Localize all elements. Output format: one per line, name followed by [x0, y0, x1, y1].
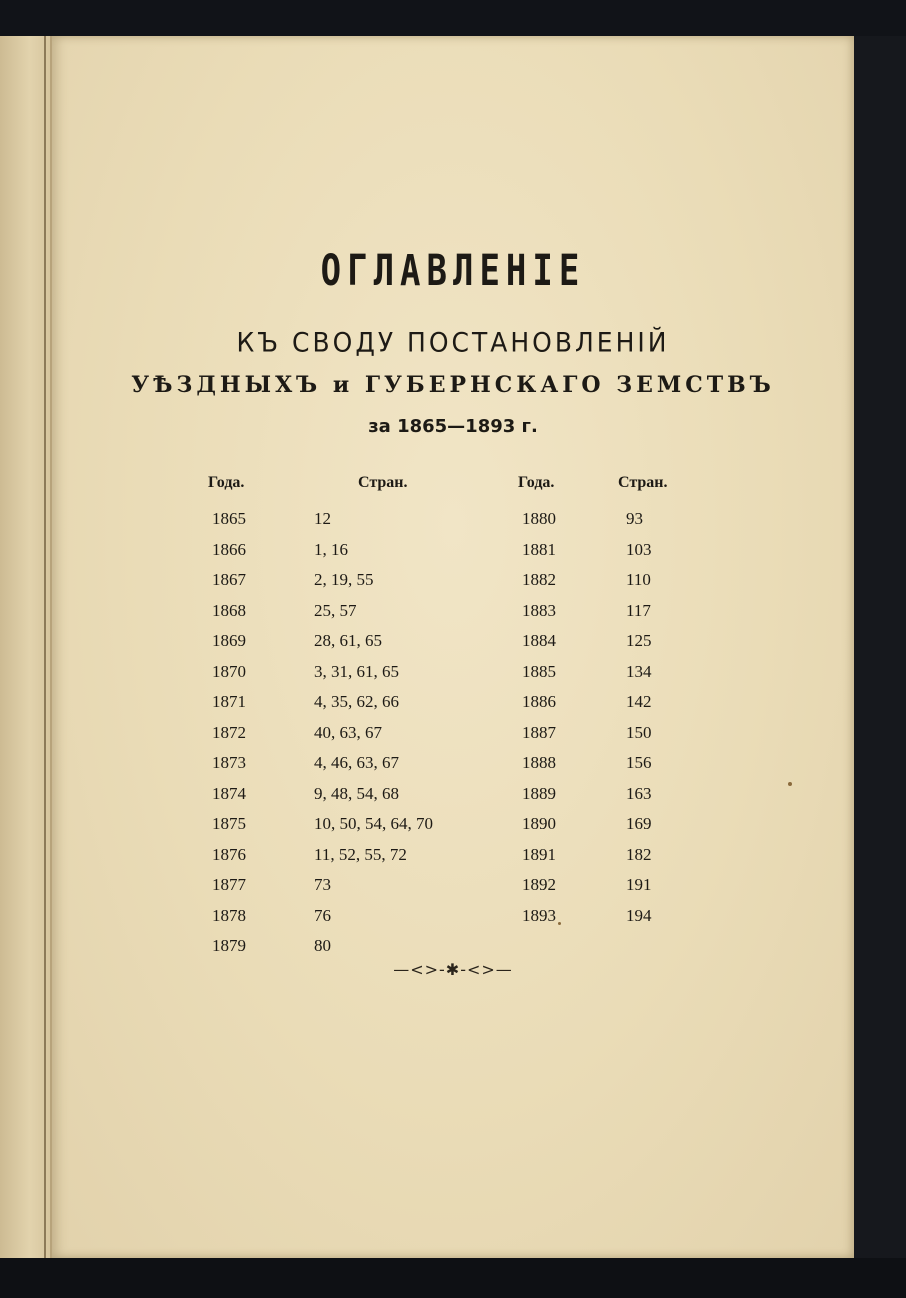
- table-cell: 169: [626, 814, 652, 833]
- table-cell: 10, 50, 54, 64, 70: [314, 814, 433, 833]
- table-cell: 11, 52, 55, 72: [314, 844, 407, 864]
- paper-speck: [558, 922, 561, 925]
- table-cell: 1884: [522, 631, 556, 650]
- table-cell: 1872: [212, 722, 246, 742]
- table-cell: 93: [626, 509, 643, 528]
- table-cell: 1871: [212, 692, 246, 711]
- table-cell: 3, 31, 61, 65: [314, 661, 399, 681]
- table-cell: 1, 16: [314, 539, 348, 559]
- table-cell: 1869: [212, 631, 246, 650]
- scan-background-right: [854, 36, 906, 1258]
- subtitle-line-2: УѢЗДНЫХЪ и ГУБЕРНСКАГО ЗЕМСТВЪ: [131, 372, 775, 398]
- scan-background-bottom: [0, 1258, 906, 1298]
- table-cell: 103: [626, 539, 652, 559]
- right-pages-column: [626, 504, 652, 931]
- left-pages-column: [314, 504, 433, 962]
- table-cell: 142: [626, 692, 652, 711]
- table-cell: 25, 57: [314, 600, 357, 620]
- table-cell: 1870: [212, 661, 246, 681]
- left-years-column: [212, 504, 246, 962]
- table-cell: 1888: [522, 753, 556, 772]
- table-cell: 1878: [212, 905, 246, 925]
- table-cell: 117: [626, 600, 651, 620]
- scan-background-top: [0, 0, 906, 40]
- header-pages-left: Стран.: [358, 474, 408, 491]
- page-title: ОГЛАВЛЕНІЕ: [320, 246, 586, 296]
- table-cell: 1877: [212, 875, 246, 894]
- table-cell: 28, 61, 65: [314, 631, 382, 650]
- table-cell: 76: [314, 905, 331, 925]
- table-cell: 9, 48, 54, 68: [314, 783, 399, 803]
- table-cell: 4, 35, 62, 66: [314, 692, 399, 711]
- paper-speck: [788, 782, 792, 786]
- table-cell: 12: [314, 509, 331, 528]
- table-cell: 191: [626, 875, 652, 894]
- table-cell: 156: [626, 753, 652, 772]
- table-cell: 4, 46, 63, 67: [314, 753, 399, 772]
- table-cell: 1868: [212, 600, 246, 620]
- table-cell: 1881: [522, 539, 556, 559]
- table-cell: 1876: [212, 844, 246, 864]
- table-cell: 1880: [522, 509, 556, 528]
- table-cell: 1885: [522, 661, 556, 681]
- document-page: [52, 36, 854, 1258]
- table-cell: 1865: [212, 509, 246, 528]
- table-cell: 182: [626, 844, 652, 864]
- table-cell: 2, 19, 55: [314, 570, 374, 589]
- table-cell: 73: [314, 875, 331, 894]
- table-cell: 1874: [212, 783, 246, 803]
- table-cell: 1889: [522, 783, 556, 803]
- subtitle-line-1: КЪ СВОДУ ПОСТАНОВЛЕНІЙ: [236, 326, 670, 359]
- table-cell: 1866: [212, 539, 246, 559]
- table-cell: 150: [626, 722, 652, 742]
- header-year-right: Года.: [518, 474, 555, 491]
- table-cell: 1883: [522, 600, 556, 620]
- table-cell: 110: [626, 570, 651, 589]
- header-pages-right: Стран.: [618, 474, 668, 491]
- table-cell: 1886: [522, 692, 556, 711]
- table-cell: 1887: [522, 722, 556, 742]
- table-cell: 194: [626, 905, 652, 925]
- table-cell: 1873: [212, 753, 246, 772]
- table-cell: 80: [314, 936, 331, 955]
- table-cell: 1867: [212, 570, 246, 589]
- table-cell: 1892: [522, 875, 556, 894]
- table-cell: 40, 63, 67: [314, 722, 382, 742]
- table-cell: 125: [626, 631, 652, 650]
- table-cell: 1891: [522, 844, 556, 864]
- table-cell: 1893: [522, 905, 556, 925]
- subtitle-date-range: за 1865—1893 г.: [368, 416, 538, 437]
- header-year-left: Года.: [208, 474, 245, 491]
- table-cell: 1890: [522, 814, 556, 833]
- book-gutter: [44, 36, 46, 1258]
- table-cell: 163: [626, 783, 652, 803]
- table-cell: 1882: [522, 570, 556, 589]
- table-cell: 134: [626, 661, 652, 681]
- decorative-ornament: —<>-✱-<>—: [393, 960, 513, 979]
- right-years-column: [522, 504, 556, 931]
- table-cell: 1879: [212, 936, 246, 955]
- table-cell: 1875: [212, 814, 246, 833]
